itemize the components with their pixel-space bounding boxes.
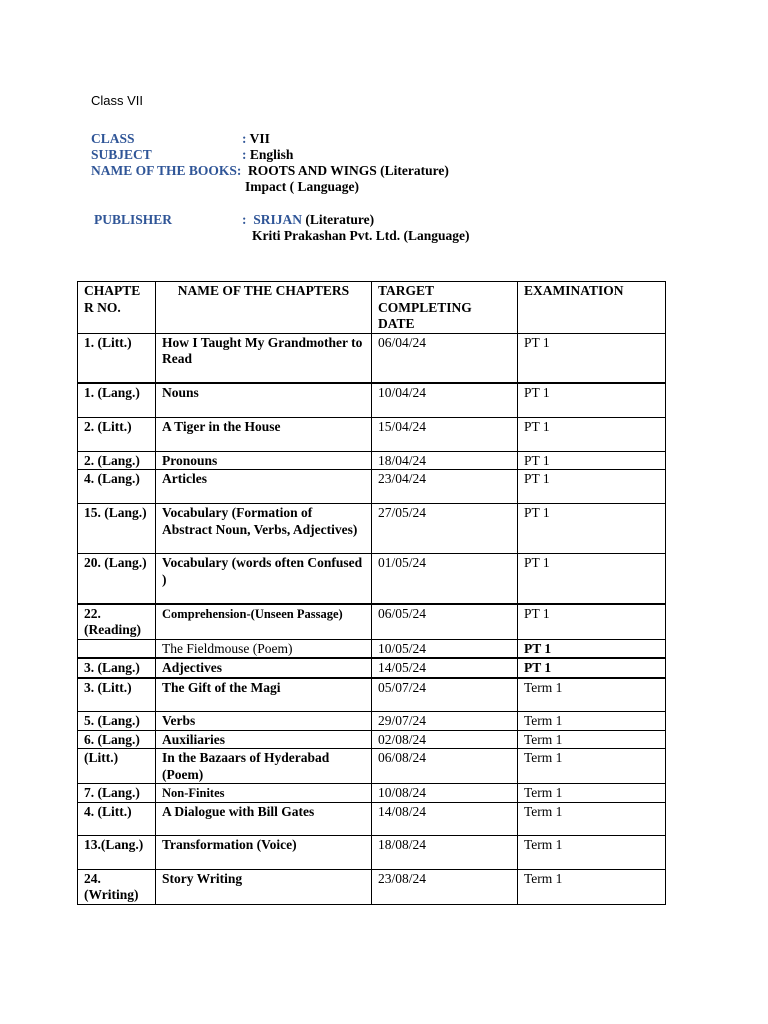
target-date-cell: 23/08/24 <box>372 869 518 904</box>
target-date-cell: 10/05/24 <box>372 639 518 658</box>
chapter-no-cell: 2. (Lang.) <box>78 451 156 470</box>
examination-cell: PT 1 <box>518 639 666 658</box>
chapter-no-cell: 13.(Lang.) <box>78 835 156 869</box>
chapter-no-cell: 7. (Lang.) <box>78 784 156 803</box>
header-chapter-name: NAME OF THE CHAPTERS <box>156 282 372 334</box>
class-label: CLASS <box>91 131 135 146</box>
examination-cell: Term 1 <box>518 869 666 904</box>
books-label: NAME OF THE BOOKS: <box>91 163 242 178</box>
class-colon: : <box>242 131 247 146</box>
target-date-cell: 27/05/24 <box>372 504 518 554</box>
table-row <box>78 470 666 504</box>
chapter-name-cell: Vocabulary (words often Confused ) <box>156 554 372 604</box>
subject-label: SUBJECT <box>91 147 152 162</box>
table-row <box>78 554 666 604</box>
examination-cell: Term 1 <box>518 802 666 835</box>
chapter-name-cell: Verbs <box>156 712 372 731</box>
chapter-name-cell: Transformation (Voice) <box>156 835 372 869</box>
chapter-no-cell: 15. (Lang.) <box>78 504 156 554</box>
examination-cell: PT 1 <box>518 658 666 678</box>
chapter-name-cell: Vocabulary (Formation of Abstract Noun, Verbs, Adjectives) <box>156 504 372 554</box>
chapter-no-cell: (Litt.) <box>78 749 156 784</box>
chapter-no-cell: 22. (Reading) <box>78 604 156 640</box>
examination-cell: Term 1 <box>518 749 666 784</box>
table-header-row <box>78 282 666 334</box>
examination-cell: PT 1 <box>518 333 666 383</box>
chapter-name-cell: Story Writing <box>156 869 372 904</box>
examination-cell: Term 1 <box>518 712 666 731</box>
syllabus-table <box>77 281 666 905</box>
examination-cell: Term 1 <box>518 784 666 803</box>
table-row <box>78 802 666 835</box>
target-date-cell: 23/04/24 <box>372 470 518 504</box>
table-row <box>78 784 666 803</box>
chapter-no-cell: 5. (Lang.) <box>78 712 156 731</box>
table-row <box>78 383 666 417</box>
header-examination: EXAMINATION <box>518 282 666 334</box>
books-value-2: Impact ( Language) <box>245 179 359 194</box>
publisher-colon: : <box>242 212 247 227</box>
chapter-name-cell: A Dialogue with Bill Gates <box>156 802 372 835</box>
target-date-cell: 14/08/24 <box>372 802 518 835</box>
chapter-name-cell: Nouns <box>156 383 372 417</box>
table-row <box>78 678 666 712</box>
examination-cell: Term 1 <box>518 835 666 869</box>
chapter-no-cell: 4. (Litt.) <box>78 802 156 835</box>
chapter-name-cell: A Tiger in the House <box>156 417 372 451</box>
target-date-cell: 10/04/24 <box>372 383 518 417</box>
table-row <box>78 417 666 451</box>
target-date-cell: 10/08/24 <box>372 784 518 803</box>
chapter-no-cell: 20. (Lang.) <box>78 554 156 604</box>
chapter-name-cell: The Fieldmouse (Poem) <box>156 639 372 658</box>
publisher-value-1: (Literature) <box>305 212 375 227</box>
class-header: Class VII <box>91 93 144 108</box>
table-row <box>78 604 666 640</box>
subject-colon: : <box>242 147 247 162</box>
table-row <box>78 730 666 749</box>
target-date-cell: 29/07/24 <box>372 712 518 731</box>
table-row <box>78 749 666 784</box>
table-row <box>78 835 666 869</box>
target-date-cell: 02/08/24 <box>372 730 518 749</box>
chapter-name-cell: Non-Finites <box>156 784 372 803</box>
examination-cell: Term 1 <box>518 730 666 749</box>
target-date-cell: 06/04/24 <box>372 333 518 383</box>
examination-cell: PT 1 <box>518 470 666 504</box>
chapter-no-cell: 4. (Lang.) <box>78 470 156 504</box>
target-date-cell: 18/08/24 <box>372 835 518 869</box>
chapter-no-cell: 24. (Writing) <box>78 869 156 904</box>
chapter-name-cell: How I Taught My Grandmother to Read <box>156 333 372 383</box>
chapter-no-cell: 6. (Lang.) <box>78 730 156 749</box>
examination-cell: PT 1 <box>518 604 666 640</box>
chapter-no-cell: 3. (Lang.) <box>78 658 156 678</box>
target-date-cell: 14/05/24 <box>372 658 518 678</box>
table-row <box>78 451 666 470</box>
chapter-no-cell: 3. (Litt.) <box>78 678 156 712</box>
chapter-no-cell: 1. (Lang.) <box>78 383 156 417</box>
examination-cell: PT 1 <box>518 417 666 451</box>
books-value-1: ROOTS AND WINGS (Literature) <box>248 163 449 178</box>
examination-cell: PT 1 <box>518 554 666 604</box>
class-value: VII <box>246 131 270 146</box>
chapter-name-cell: Articles <box>156 470 372 504</box>
table-row <box>78 333 666 383</box>
examination-cell: PT 1 <box>518 451 666 470</box>
subject-value: English <box>246 147 294 162</box>
target-date-cell: 01/05/24 <box>372 554 518 604</box>
table-row <box>78 639 666 658</box>
target-date-cell: 18/04/24 <box>372 451 518 470</box>
header-target-date: TARGET COMPLETING DATE <box>372 282 518 334</box>
publisher-value-2: Kriti Prakashan Pvt. Ltd. (Language) <box>252 228 470 243</box>
chapter-name-cell: Auxiliaries <box>156 730 372 749</box>
chapter-name-cell: Comprehension-(Unseen Passage) <box>156 604 372 640</box>
table-row <box>78 658 666 678</box>
chapter-no-cell <box>78 639 156 658</box>
examination-cell: PT 1 <box>518 383 666 417</box>
target-date-cell: 05/07/24 <box>372 678 518 712</box>
table-row <box>78 504 666 554</box>
examination-cell: PT 1 <box>518 504 666 554</box>
target-date-cell: 06/05/24 <box>372 604 518 640</box>
table-row <box>78 712 666 731</box>
header-chapter-no: CHAPTE R NO. <box>78 282 156 334</box>
target-date-cell: 15/04/24 <box>372 417 518 451</box>
chapter-name-cell: Adjectives <box>156 658 372 678</box>
chapter-name-cell: Pronouns <box>156 451 372 470</box>
chapter-name-cell: The Gift of the Magi <box>156 678 372 712</box>
chapter-no-cell: 2. (Litt.) <box>78 417 156 451</box>
publisher-name: SRIJAN <box>253 212 303 227</box>
chapter-name-cell: In the Bazaars of Hyderabad (Poem) <box>156 749 372 784</box>
publisher-label: PUBLISHER <box>94 212 173 227</box>
target-date-cell: 06/08/24 <box>372 749 518 784</box>
chapter-no-cell: 1. (Litt.) <box>78 333 156 383</box>
table-row <box>78 869 666 904</box>
examination-cell: Term 1 <box>518 678 666 712</box>
